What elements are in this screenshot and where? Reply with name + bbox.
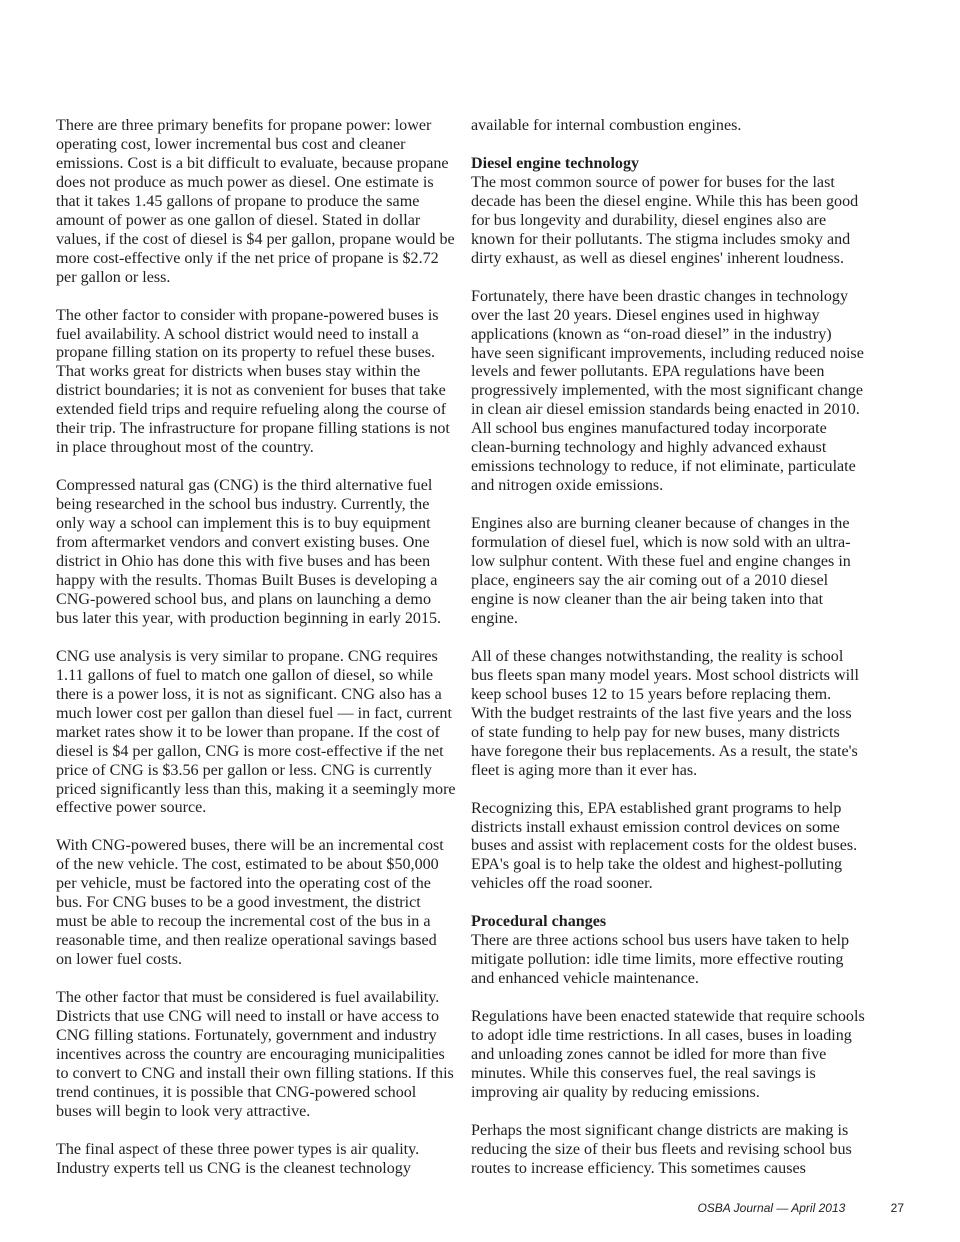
paragraph: The final aspect of these three power types is air quality. Industry experts tell us CNG is the cleanest technology — [56, 1140, 420, 1177]
paragraph: All of these changes notwithstanding, the reality is school bus fleets span many model years. Most school districts will keep school buses 12 to 15 years before replacing them. With the budget restraints of the last five years and the loss of state funding to help pay for new buses, many districts have foregone their bus replacements. As a result, the state's fleet is aging more than it ever has. — [471, 647, 859, 779]
paragraph: Recognizing this, EPA established grant programs to help districts install exhaust emission control devices on some buses and assist with replacement costs for the oldest buses. EPA's goal is to help take the oldest and highest-polluting vehicles off the road sooner. — [471, 799, 858, 893]
paragraph: available for internal combustion engines. — [471, 117, 742, 134]
paragraph: The most common source of power for buses for the last decade has been the diesel engine. While this has been good for bus longevity and durability, diesel engines also are known for their pollutants. The stigma includes smoky and dirty exhaust, as well as diesel engines' inherent loudness. — [471, 173, 859, 267]
page-footer — [697, 1201, 904, 1215]
paragraph: CNG use analysis is very similar to propane. CNG requires 1.11 gallons of fuel to match one gallon of diesel, so while there is a power loss, it is not as significant. CNG also has a much lower cost per gallon than diesel fuel — in fact, current market rates show it to be lower than propane. If the cost of diesel is $4 per gallon, CNG is more cost-effective if the net price of CNG is $3.56 per gallon or less. CNG is currently priced significantly less than this, making it a seemingly more effective power source. — [56, 647, 456, 817]
paragraph: Fortunately, there have been drastic changes in technology over the last 20 years. Diesel engines used in highway applications (known as “on-road diesel” in the industry) have seen significant improvements, including reduced noise levels and fewer pollutants. EPA regulations have been progressively implemented, with the most significant change in clean air diesel emission standards being enacted in 2010. All school bus engines manufactured today incorporate clean-burning technology and highly advanced exhaust emissions technology to reduce, if not eliminate, particulate and nitrogen oxide emissions. — [471, 287, 864, 495]
paragraph: The other factor that must be considered is fuel availability. Districts that use CNG will need to install or have access to CNG filling stations. Fortunately, government and industry incentives across the country are encouraging municipalities to convert to CNG and install their own filling stations. If this trend continues, it is possible that CNG-powered school buses will begin to look very attractive. — [56, 989, 454, 1120]
paragraph: With CNG-powered buses, there will be an incremental cost of the new vehicle. The cost, estimated to be about $50,000 per vehicle, must be factored into the operating cost of the bus. For CNG buses to be a good investment, the district must be able to recoup the incremental cost of the bus in a reasonable time, and then realize operational savings based on lower fuel costs. — [56, 837, 444, 969]
section-heading-procedural: Procedural changes — [471, 913, 607, 931]
paragraph: There are three actions school bus users have taken to help mitigate pollution: idle time limits, more effective routing and enhanced vehicle maintenance. — [471, 932, 850, 988]
paragraph: There are three primary benefits for propane power: lower operating cost, lower incremental bus cost and cleaner emissions. Cost is a bit difficult to evaluate, because propane does not produce as much power as diesel. One estimate is that it takes 1.45 gallons of propane to produce the same amount of power as one gallon of diesel. Stated in dollar values, if the cost of diesel is $4 per gallon, propane would be more cost-effective only if the net price of propane is $2.72 per gallon or less. — [56, 117, 455, 286]
page-number: 27 — [890, 1201, 904, 1215]
left-column — [56, 117, 456, 1179]
journal-title: OSBA Journal — April 2013 — [697, 1201, 846, 1215]
right-column — [471, 117, 866, 1179]
paragraph: Perhaps the most significant change districts are making is reducing the size of their bus fleets and revising school bus routes to increase efficiency. This sometimes causes — [471, 1121, 852, 1177]
section-heading-diesel: Diesel engine technology — [471, 154, 640, 172]
paragraph: The other factor to consider with propane-powered buses is fuel availability. A school district would need to install a propane filling station on its property to refuel these buses. That works great for districts when buses stay within the district boundaries; it is not as convenient for buses that take extended field trips and require refueling along the course of their trip. The infrastructure for propane filling stations is not in place throughout most of the country. — [56, 306, 450, 457]
paragraph: Engines also are burning cleaner because of changes in the formulation of diesel fuel, which is now sold with an ultra-low sulphur content. With these fuel and engine changes in place, engineers say the air coming out of a 2010 diesel engine is now cleaner than the air being taken into that engine. — [471, 515, 851, 627]
paragraph: Regulations have been enacted statewide that require schools to adopt idle time restrictions. In all cases, buses in loading and unloading zones cannot be idled for more than five minutes. While this conserves fuel, the real savings is improving air quality by reducing emissions. — [471, 1008, 865, 1101]
paragraph: Compressed natural gas (CNG) is the third alternative fuel being researched in the school bus industry. Currently, the only way a school can implement this is to buy equipment from aftermarket vendors and convert existing buses. One district in Ohio has done this with five buses and has been happy with the results. Thomas Built Buses is developing a CNG-powered school bus, and plans on launching a demo bus later this year, with production beginning in early 2015. — [56, 477, 442, 627]
